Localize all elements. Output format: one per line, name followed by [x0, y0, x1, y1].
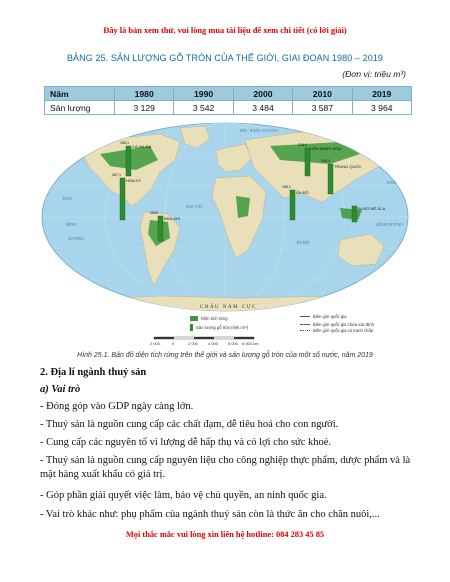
value-cell: 3 484 [233, 101, 292, 115]
legend-label: Biên giới quốc gia có tranh chấp [313, 328, 374, 333]
bar-value: 340,1 [321, 159, 330, 163]
table-title: BẢNG 25. SẢN LƯỢNG GỖ TRÒN CỦA THẾ GIỚI, GIAI ĐOẠN 1980 – 2019 [66, 53, 384, 63]
year-cell: 2000 [233, 87, 292, 101]
ocean-label: THÁI [386, 180, 396, 185]
bar-value: 218,4 [298, 143, 307, 147]
bullet-item: - Thuỷ sản là nguồn cung cấp các chất đạm, dễ tiêu hoá cho con người. [40, 419, 339, 430]
table-unit: (Đơn vị: triệu m³) [342, 69, 406, 79]
country-label: CA-NA-ĐA [132, 144, 152, 149]
section-heading: 2. Địa lí ngành thuỷ sản [40, 367, 147, 378]
bullet-item: - Đóng góp vào GDP ngày càng lớn. [40, 401, 194, 412]
legend-label: Biên giới quốc gia [313, 314, 347, 319]
scale-tick: 2 000 [188, 341, 199, 346]
country-label: LIÊN BANG NGA [310, 146, 342, 151]
legend-item [190, 324, 248, 331]
bullet-item: - Thuỷ sản là nguồn cung cấp nguyên liệu cho công nghiệp thực phẩm, dược phẩm và là mặt hàng xuất khẩu có giá trị. [40, 455, 411, 480]
bar-brazil [158, 216, 163, 241]
bar-china [328, 164, 333, 194]
scale-tick: 6 000 [228, 341, 239, 346]
production-table [44, 86, 412, 115]
value-cell: 3 542 [174, 101, 233, 115]
ocean-label: BÌNH [66, 222, 77, 227]
header-label: Năm [45, 87, 115, 101]
bullet-item: - Góp phần giải quyết việc làm, bảo vệ chủ quyền, an ninh quốc gia. [40, 490, 327, 501]
bar-value: 155,1 [282, 185, 291, 189]
legend-item [300, 328, 373, 333]
scale-tick: 8 000 km [242, 341, 259, 346]
hotline-banner: Mọi thắc mắc vui lòng xin liên hệ hotline: 084 283 45 85 [125, 530, 325, 539]
scale-tick: 4 000 [208, 341, 219, 346]
bar-india [290, 190, 295, 220]
bullet-item: - Cung cấp các nguyên tố vi lượng dễ hấp thụ và có lợi cho sức khoẻ. [40, 437, 332, 448]
ocean-label: THÁI [62, 196, 72, 201]
year-cell: 1980 [115, 87, 174, 101]
bar-value: 155,1 [120, 141, 129, 145]
value-cell: 3 964 [352, 101, 411, 115]
bar-russia [305, 148, 310, 176]
ocean-label: ẤN ĐỘ [296, 240, 310, 245]
ocean-label: DƯƠNG [68, 236, 85, 241]
bullet-item: - Vai trò khác như: phụ phẩm của ngành thuỷ sản còn là thức ăn cho chăn nuôi,... [40, 509, 380, 520]
bar-value: 457,1 [112, 173, 121, 177]
world-forest-map [40, 120, 410, 315]
bar-value: 1053 [150, 211, 158, 215]
country-label: TRUNG QUỐC [334, 164, 362, 169]
legend-label: Diện tích rừng [201, 316, 228, 321]
antarctica-label: CHÂU NAM CỰC [200, 305, 257, 310]
table-header-row [45, 87, 412, 101]
country-label: BRA-XIN [164, 216, 181, 221]
table-row [45, 101, 412, 115]
legend-label: Biên giới quốc gia chưa xác định [313, 322, 374, 327]
year-cell: 1990 [174, 87, 233, 101]
year-cell: 2019 [352, 87, 411, 101]
map-caption: Hình 25.1. Bản đồ diện tích rừng trên thế giới và sản lượng gỗ tròn của một số nước, năm 2019 [77, 352, 373, 359]
legend-item [300, 314, 346, 319]
ocean-label: ĐẠI TÂY [186, 204, 203, 209]
bar-canada [126, 146, 131, 176]
country-label: ẤN ĐỘ [296, 190, 309, 195]
ocean-label: BÌNH DƯƠNG [376, 222, 404, 227]
scale-tick: 0 [172, 341, 175, 346]
value-cell: 3 129 [115, 101, 174, 115]
bar-indonesia [352, 206, 357, 222]
subsection-heading: a) Vai trò [40, 384, 81, 395]
country-label: HOA KỲ [126, 178, 141, 183]
preview-banner: Đây là bản xem thử, vui lòng mua tài liệu để xem chi tiết (có lời giải) [103, 26, 347, 35]
value-cell: 3 587 [293, 101, 352, 115]
row-label: Sản lượng [45, 101, 115, 115]
ocean-label: BẮC BĂNG DƯƠNG [240, 128, 279, 133]
year-cell: 2010 [293, 87, 352, 101]
legend-label: Sản lượng gỗ tròn (triệu m³) [196, 325, 249, 330]
map-scale [150, 335, 260, 349]
country-label: IN-ĐÔ-NÊ-XI-A [358, 206, 386, 211]
scale-tick: 2 000 [150, 341, 161, 346]
legend-item [300, 322, 374, 327]
legend-item [190, 316, 228, 321]
bar-usa [120, 178, 125, 220]
